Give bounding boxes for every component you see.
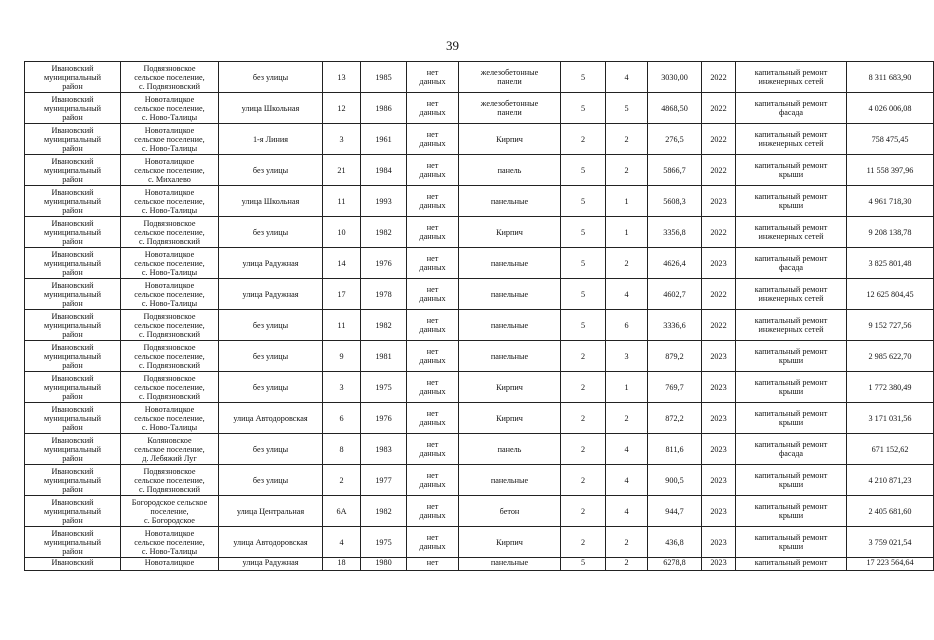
house-number-cell: 13: [323, 62, 361, 93]
entrances-cell: 4: [606, 62, 648, 93]
work-type-cell: капитальный ремонт крыши: [736, 155, 847, 186]
table-row: [25, 558, 934, 571]
build-year-cell: 1977: [361, 465, 407, 496]
work-type-cell: капитальный ремонт крыши: [736, 372, 847, 403]
table-body: [25, 62, 934, 571]
district-cell: Ивановский муниципальный район: [25, 217, 121, 248]
street-cell: без улицы: [219, 217, 323, 248]
cost-cell: 3 171 031,56: [847, 403, 934, 434]
data-availability-cell: нет данных: [407, 186, 459, 217]
work-type-cell: капитальный ремонт крыши: [736, 465, 847, 496]
house-number-cell: 3: [323, 372, 361, 403]
floors-cell: 5: [561, 155, 606, 186]
data-availability-cell: нет данных: [407, 527, 459, 558]
work-type-cell: капитальный ремонт инженерных сетей: [736, 279, 847, 310]
district-cell: Ивановский муниципальный район: [25, 155, 121, 186]
cost-cell: 1 772 380,49: [847, 372, 934, 403]
work-type-cell: капитальный ремонт крыши: [736, 496, 847, 527]
street-cell: без улицы: [219, 434, 323, 465]
plan-year-cell: 2023: [702, 248, 736, 279]
data-availability-cell: нет данных: [407, 62, 459, 93]
house-number-cell: 21: [323, 155, 361, 186]
plan-year-cell: 2023: [702, 527, 736, 558]
house-number-cell: 17: [323, 279, 361, 310]
street-cell: без улицы: [219, 62, 323, 93]
floors-cell: 2: [561, 341, 606, 372]
floors-cell: 2: [561, 124, 606, 155]
entrances-cell: 4: [606, 496, 648, 527]
street-cell: улица Радужная: [219, 558, 323, 571]
data-availability-cell: нет данных: [407, 217, 459, 248]
area-cell: 879,2: [648, 341, 702, 372]
plan-year-cell: 2022: [702, 93, 736, 124]
house-number-cell: 6: [323, 403, 361, 434]
house-number-cell: 14: [323, 248, 361, 279]
district-cell: Ивановский муниципальный район: [25, 372, 121, 403]
table-row: [25, 248, 934, 279]
plan-year-cell: 2023: [702, 186, 736, 217]
data-availability-cell: нет данных: [407, 434, 459, 465]
data-availability-cell: нет данных: [407, 155, 459, 186]
wall-material-cell: Кирпич: [459, 124, 561, 155]
area-cell: 3336,6: [648, 310, 702, 341]
district-cell: Ивановский муниципальный район: [25, 93, 121, 124]
data-availability-cell: нет: [407, 558, 459, 571]
data-availability-cell: нет данных: [407, 372, 459, 403]
cost-cell: 671 152,62: [847, 434, 934, 465]
wall-material-cell: панельные: [459, 186, 561, 217]
entrances-cell: 6: [606, 310, 648, 341]
street-cell: без улицы: [219, 341, 323, 372]
entrances-cell: 2: [606, 527, 648, 558]
build-year-cell: 1976: [361, 403, 407, 434]
settlement-cell: Новоталицкое сельское поселение, с. Ново-Талицы: [121, 527, 219, 558]
table-row: [25, 155, 934, 186]
settlement-cell: Новоталицкое сельское поселение, с. Ново-Талицы: [121, 403, 219, 434]
district-cell: Ивановский муниципальный район: [25, 434, 121, 465]
plan-year-cell: 2022: [702, 62, 736, 93]
cost-cell: 17 223 564,64: [847, 558, 934, 571]
floors-cell: 5: [561, 217, 606, 248]
floors-cell: 2: [561, 465, 606, 496]
wall-material-cell: Кирпич: [459, 403, 561, 434]
data-availability-cell: нет данных: [407, 496, 459, 527]
build-year-cell: 1985: [361, 62, 407, 93]
house-number-cell: 9: [323, 341, 361, 372]
table-row: [25, 341, 934, 372]
plan-year-cell: 2023: [702, 558, 736, 571]
entrances-cell: 2: [606, 248, 648, 279]
district-cell: Ивановский муниципальный район: [25, 279, 121, 310]
floors-cell: 2: [561, 527, 606, 558]
entrances-cell: 2: [606, 124, 648, 155]
work-type-cell: капитальный ремонт инженерных сетей: [736, 217, 847, 248]
table-row: [25, 496, 934, 527]
work-type-cell: капитальный ремонт крыши: [736, 527, 847, 558]
floors-cell: 5: [561, 558, 606, 571]
build-year-cell: 1980: [361, 558, 407, 571]
district-cell: Ивановский муниципальный район: [25, 248, 121, 279]
area-cell: 944,7: [648, 496, 702, 527]
work-type-cell: капитальный ремонт: [736, 558, 847, 571]
settlement-cell: Подвязновское сельское поселение, с. Подвязновский: [121, 341, 219, 372]
house-number-cell: 11: [323, 310, 361, 341]
area-cell: 900,5: [648, 465, 702, 496]
table-row: [25, 124, 934, 155]
data-availability-cell: нет данных: [407, 93, 459, 124]
data-availability-cell: нет данных: [407, 465, 459, 496]
area-cell: 4868,50: [648, 93, 702, 124]
wall-material-cell: панель: [459, 155, 561, 186]
district-cell: Ивановский муниципальный район: [25, 124, 121, 155]
cost-cell: 4 026 006,08: [847, 93, 934, 124]
street-cell: улица Школьная: [219, 186, 323, 217]
build-year-cell: 1975: [361, 372, 407, 403]
area-cell: 769,7: [648, 372, 702, 403]
house-number-cell: 8: [323, 434, 361, 465]
entrances-cell: 2: [606, 558, 648, 571]
data-availability-cell: нет данных: [407, 279, 459, 310]
entrances-cell: 4: [606, 465, 648, 496]
street-cell: без улицы: [219, 372, 323, 403]
area-cell: 4626,4: [648, 248, 702, 279]
build-year-cell: 1983: [361, 434, 407, 465]
entrances-cell: 2: [606, 155, 648, 186]
street-cell: улица Автодоровская: [219, 403, 323, 434]
settlement-cell: Новоталицкое сельское поселение, с. Ново-Талицы: [121, 248, 219, 279]
build-year-cell: 1981: [361, 341, 407, 372]
cost-cell: 3 759 021,54: [847, 527, 934, 558]
district-cell: Ивановский муниципальный район: [25, 341, 121, 372]
work-type-cell: капитальный ремонт инженерных сетей: [736, 310, 847, 341]
cost-cell: 12 625 804,45: [847, 279, 934, 310]
area-cell: 6278,8: [648, 558, 702, 571]
wall-material-cell: панельные: [459, 310, 561, 341]
work-type-cell: капитальный ремонт крыши: [736, 403, 847, 434]
floors-cell: 2: [561, 372, 606, 403]
build-year-cell: 1978: [361, 279, 407, 310]
street-cell: улица Радужная: [219, 279, 323, 310]
work-type-cell: капитальный ремонт инженерных сетей: [736, 62, 847, 93]
area-cell: 4602,7: [648, 279, 702, 310]
house-number-cell: 18: [323, 558, 361, 571]
floors-cell: 5: [561, 93, 606, 124]
cost-cell: 3 825 801,48: [847, 248, 934, 279]
build-year-cell: 1976: [361, 248, 407, 279]
housing-repair-table-container: [24, 61, 914, 591]
settlement-cell: Новоталицкое сельское поселение, с. Ново-Талицы: [121, 93, 219, 124]
wall-material-cell: панельные: [459, 465, 561, 496]
district-cell: Ивановский муниципальный район: [25, 310, 121, 341]
table-row: [25, 403, 934, 434]
plan-year-cell: 2023: [702, 403, 736, 434]
cost-cell: 11 558 397,96: [847, 155, 934, 186]
entrances-cell: 2: [606, 403, 648, 434]
table-row: [25, 62, 934, 93]
wall-material-cell: панель: [459, 434, 561, 465]
settlement-cell: Новоталицкое сельское поселение, с. Ново-Талицы: [121, 279, 219, 310]
settlement-cell: Новоталицкое сельское поселение, с. Михалево: [121, 155, 219, 186]
settlement-cell: Новоталицкое сельское поселение, с. Ново-Талицы: [121, 124, 219, 155]
table-row: [25, 527, 934, 558]
street-cell: улица Школьная: [219, 93, 323, 124]
house-number-cell: 3: [323, 124, 361, 155]
area-cell: 5608,3: [648, 186, 702, 217]
work-type-cell: капитальный ремонт инженерных сетей: [736, 124, 847, 155]
floors-cell: 5: [561, 62, 606, 93]
plan-year-cell: 2023: [702, 496, 736, 527]
plan-year-cell: 2023: [702, 465, 736, 496]
cost-cell: 4 210 871,23: [847, 465, 934, 496]
table-row: [25, 279, 934, 310]
build-year-cell: 1986: [361, 93, 407, 124]
settlement-cell: Богородское сельское поселение, с. Богородское: [121, 496, 219, 527]
build-year-cell: 1993: [361, 186, 407, 217]
house-number-cell: 11: [323, 186, 361, 217]
settlement-cell: Подвязновское сельское поселение, с. Подвязновский: [121, 465, 219, 496]
page-number: 39: [446, 38, 459, 53]
wall-material-cell: бетон: [459, 496, 561, 527]
settlement-cell: Подвязновское сельское поселение, с. Подвязновский: [121, 62, 219, 93]
settlement-cell: Подвязновское сельское поселение, с. Подвязновский: [121, 310, 219, 341]
house-number-cell: 12: [323, 93, 361, 124]
data-availability-cell: нет данных: [407, 403, 459, 434]
floors-cell: 2: [561, 403, 606, 434]
table-row: [25, 310, 934, 341]
data-availability-cell: нет данных: [407, 341, 459, 372]
floors-cell: 5: [561, 186, 606, 217]
entrances-cell: 5: [606, 93, 648, 124]
plan-year-cell: 2023: [702, 341, 736, 372]
data-availability-cell: нет данных: [407, 248, 459, 279]
entrances-cell: 4: [606, 434, 648, 465]
data-availability-cell: нет данных: [407, 124, 459, 155]
floors-cell: 5: [561, 279, 606, 310]
district-cell: Ивановский муниципальный район: [25, 403, 121, 434]
plan-year-cell: 2022: [702, 155, 736, 186]
build-year-cell: 1984: [361, 155, 407, 186]
build-year-cell: 1961: [361, 124, 407, 155]
street-cell: без улицы: [219, 465, 323, 496]
wall-material-cell: панельные: [459, 279, 561, 310]
street-cell: 1-я Линия: [219, 124, 323, 155]
wall-material-cell: Кирпич: [459, 217, 561, 248]
build-year-cell: 1982: [361, 496, 407, 527]
cost-cell: 758 475,45: [847, 124, 934, 155]
entrances-cell: 4: [606, 279, 648, 310]
build-year-cell: 1982: [361, 217, 407, 248]
entrances-cell: 1: [606, 372, 648, 403]
district-cell: Ивановский муниципальный район: [25, 186, 121, 217]
wall-material-cell: панельные: [459, 558, 561, 571]
work-type-cell: капитальный ремонт фасада: [736, 93, 847, 124]
district-cell: Ивановский муниципальный район: [25, 62, 121, 93]
area-cell: 276,5: [648, 124, 702, 155]
plan-year-cell: 2023: [702, 434, 736, 465]
area-cell: 3356,8: [648, 217, 702, 248]
settlement-cell: Подвязновское сельское поселение, с. Подвязновский: [121, 372, 219, 403]
entrances-cell: 1: [606, 186, 648, 217]
build-year-cell: 1975: [361, 527, 407, 558]
plan-year-cell: 2022: [702, 279, 736, 310]
wall-material-cell: панельные: [459, 248, 561, 279]
floors-cell: 5: [561, 310, 606, 341]
table-row: [25, 186, 934, 217]
cost-cell: 8 311 683,90: [847, 62, 934, 93]
area-cell: 3030,00: [648, 62, 702, 93]
table-row: [25, 434, 934, 465]
house-number-cell: 4: [323, 527, 361, 558]
area-cell: 811,6: [648, 434, 702, 465]
street-cell: улица Автодоровская: [219, 527, 323, 558]
cost-cell: 4 961 718,30: [847, 186, 934, 217]
work-type-cell: капитальный ремонт крыши: [736, 186, 847, 217]
district-cell: Ивановский муниципальный район: [25, 527, 121, 558]
plan-year-cell: 2022: [702, 310, 736, 341]
street-cell: без улицы: [219, 155, 323, 186]
wall-material-cell: железобетонные панели: [459, 93, 561, 124]
cost-cell: 2 405 681,60: [847, 496, 934, 527]
settlement-cell: Новоталицкое сельское поселение, с. Ново-Талицы: [121, 186, 219, 217]
plan-year-cell: 2022: [702, 124, 736, 155]
data-availability-cell: нет данных: [407, 310, 459, 341]
entrances-cell: 3: [606, 341, 648, 372]
table-row: [25, 93, 934, 124]
cost-cell: 2 985 622,70: [847, 341, 934, 372]
house-number-cell: 10: [323, 217, 361, 248]
district-cell: Ивановский муниципальный район: [25, 465, 121, 496]
street-cell: улица Радужная: [219, 248, 323, 279]
table-row: [25, 217, 934, 248]
settlement-cell: Подвязновское сельское поселение, с. Подвязновский: [121, 217, 219, 248]
wall-material-cell: Кирпич: [459, 372, 561, 403]
work-type-cell: капитальный ремонт фасада: [736, 434, 847, 465]
entrances-cell: 1: [606, 217, 648, 248]
wall-material-cell: Кирпич: [459, 527, 561, 558]
plan-year-cell: 2022: [702, 217, 736, 248]
house-number-cell: 2: [323, 465, 361, 496]
table-row: [25, 465, 934, 496]
wall-material-cell: железобетонные панели: [459, 62, 561, 93]
district-cell: Ивановский: [25, 558, 121, 571]
plan-year-cell: 2023: [702, 372, 736, 403]
area-cell: 436,8: [648, 527, 702, 558]
floors-cell: 2: [561, 434, 606, 465]
build-year-cell: 1982: [361, 310, 407, 341]
street-cell: улица Центральная: [219, 496, 323, 527]
cost-cell: 9 208 138,78: [847, 217, 934, 248]
cost-cell: 9 152 727,56: [847, 310, 934, 341]
area-cell: 5866,7: [648, 155, 702, 186]
street-cell: без улицы: [219, 310, 323, 341]
floors-cell: 5: [561, 248, 606, 279]
floors-cell: 2: [561, 496, 606, 527]
settlement-cell: Новоталицкое: [121, 558, 219, 571]
district-cell: Ивановский муниципальный район: [25, 496, 121, 527]
house-number-cell: 6А: [323, 496, 361, 527]
table-row: [25, 372, 934, 403]
work-type-cell: капитальный ремонт фасада: [736, 248, 847, 279]
housing-repair-table: [24, 61, 934, 571]
area-cell: 872,2: [648, 403, 702, 434]
settlement-cell: Коляновское сельское поселение, д. Лебяжий Луг: [121, 434, 219, 465]
wall-material-cell: панельные: [459, 341, 561, 372]
work-type-cell: капитальный ремонт крыши: [736, 341, 847, 372]
